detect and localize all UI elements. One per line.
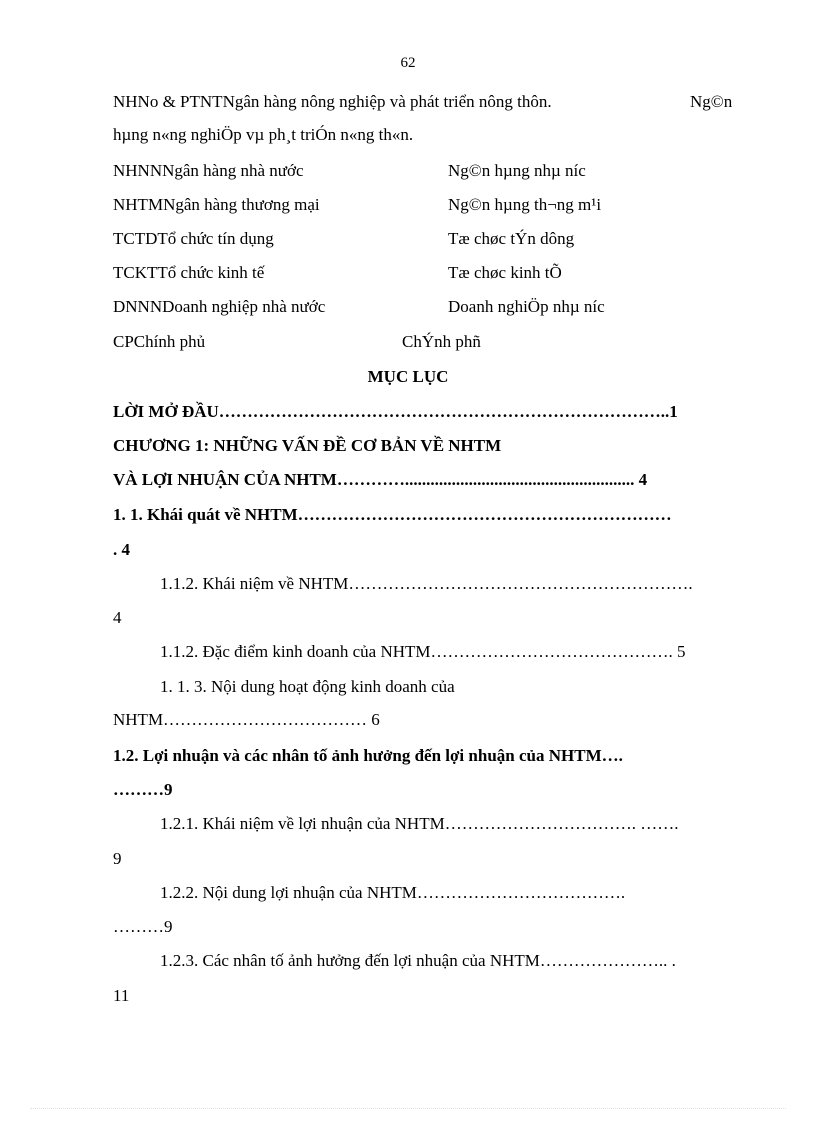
abbr-row bbox=[113, 160, 304, 182]
abbr-row bbox=[113, 194, 320, 216]
abbr-text: Ngân hàng nông nghiệp và phát triển nông thôn. bbox=[222, 92, 552, 111]
abbr-code: NHNN bbox=[113, 161, 163, 180]
abbr-garbled: ChÝnh phñ bbox=[402, 332, 481, 351]
toc-entry-1-1-3-cont: NHTM……………………………… 6 bbox=[113, 710, 380, 729]
abbr-code: TCTD bbox=[113, 229, 158, 248]
toc-page-1-1: . 4 bbox=[113, 540, 130, 559]
abbr-row bbox=[113, 296, 325, 318]
toc-entry-1-1-3: 1. 1. 3. Nội dung hoạt động kinh doanh của bbox=[160, 677, 455, 696]
abbr-code: NHTM bbox=[113, 195, 164, 214]
toc-page-1-2-2: ………9 bbox=[113, 917, 173, 936]
toc-entry-1-1-2a: 1.1.2. Khái niệm về NHTM……………………………………………………. bbox=[160, 574, 693, 593]
abbr-code: TCKT bbox=[113, 263, 158, 282]
abbr-garbled: Doanh nghiÖp nhµ níc bbox=[448, 297, 605, 316]
abbr-text: Tổ chức tín dụng bbox=[157, 229, 274, 248]
abbr-text: Tổ chức kinh tế bbox=[157, 263, 265, 282]
toc-page-1-2: ………9 bbox=[113, 780, 173, 799]
toc-entry-1-1-2b: 1.1.2. Đặc điểm kinh doanh của NHTM……………………………………. 5 bbox=[160, 642, 686, 661]
toc-entry-1-2-2: 1.2.2. Nội dung lợi nhuận của NHTM………………………………. bbox=[160, 883, 626, 902]
abbr-garbled: Ng©n hµng th¬ng m¹i bbox=[448, 195, 602, 214]
abbr-garbled: Tæ chøc kinh tÕ bbox=[448, 263, 562, 282]
abbr-garbled: Ng©n hµng nhµ níc bbox=[448, 161, 586, 180]
abbr-text: Chính phủ bbox=[133, 332, 206, 351]
abbr-text: Ngân hàng thương mại bbox=[163, 195, 320, 214]
toc-page-1-2-3: 11 bbox=[113, 986, 130, 1005]
abbr-row bbox=[113, 331, 205, 353]
toc-page-1-2-1: 9 bbox=[113, 849, 122, 868]
abbr-text: Doanh nghiệp nhà nước bbox=[162, 297, 326, 316]
page-bottom-divider bbox=[30, 1108, 786, 1109]
abbr-garbled: Tæ chøc tÝn dông bbox=[448, 229, 575, 248]
toc-chapter-1-cont: VÀ LỢI NHUẬN CỦA NHTM…………...................................................... 4 bbox=[113, 470, 648, 489]
abbr-row bbox=[113, 91, 552, 113]
toc-entry-1-2-1: 1.2.1. Khái niệm về lợi nhuận của NHTM……………………………. ……. bbox=[160, 814, 679, 833]
toc-entry-1-2-3: 1.2.3. Các nhân tố ảnh hưởng đến lợi nhuận của NHTM………………….. . bbox=[160, 951, 676, 970]
abbr-code: CP bbox=[113, 332, 134, 351]
abbr-row bbox=[113, 262, 264, 284]
abbr-text: Ngân hàng nhà nước bbox=[162, 161, 304, 180]
toc-entry-1-2: 1.2. Lợi nhuận và các nhân tố ảnh hưởng đến lợi nhuận của NHTM…. bbox=[113, 746, 623, 765]
abbr-code: DNNN bbox=[113, 297, 163, 316]
page-number: 62 bbox=[400, 55, 416, 71]
toc-entry-1-1: 1. 1. Khái quát về NHTM………………………………………………………… bbox=[113, 505, 672, 524]
toc-page-1-1-2a: 4 bbox=[113, 608, 122, 627]
abbr-row bbox=[113, 228, 274, 250]
toc-title: MỤC LỤC bbox=[367, 367, 449, 386]
abbr-garbled-cont: hµng n«ng nghiÖp vµ ph¸t triÓn n«ng th«n. bbox=[113, 125, 414, 144]
abbr-garbled: Ng©n bbox=[690, 92, 733, 111]
abbr-code: NHNo & PTNT bbox=[113, 92, 223, 111]
toc-chapter-1: CHƯƠNG 1: NHỮNG VẤN ĐỀ CƠ BẢN VỀ NHTM bbox=[113, 436, 502, 455]
toc-entry-intro: LỜI MỞ ĐẦU……………………………………………………………………..1 bbox=[113, 402, 678, 421]
